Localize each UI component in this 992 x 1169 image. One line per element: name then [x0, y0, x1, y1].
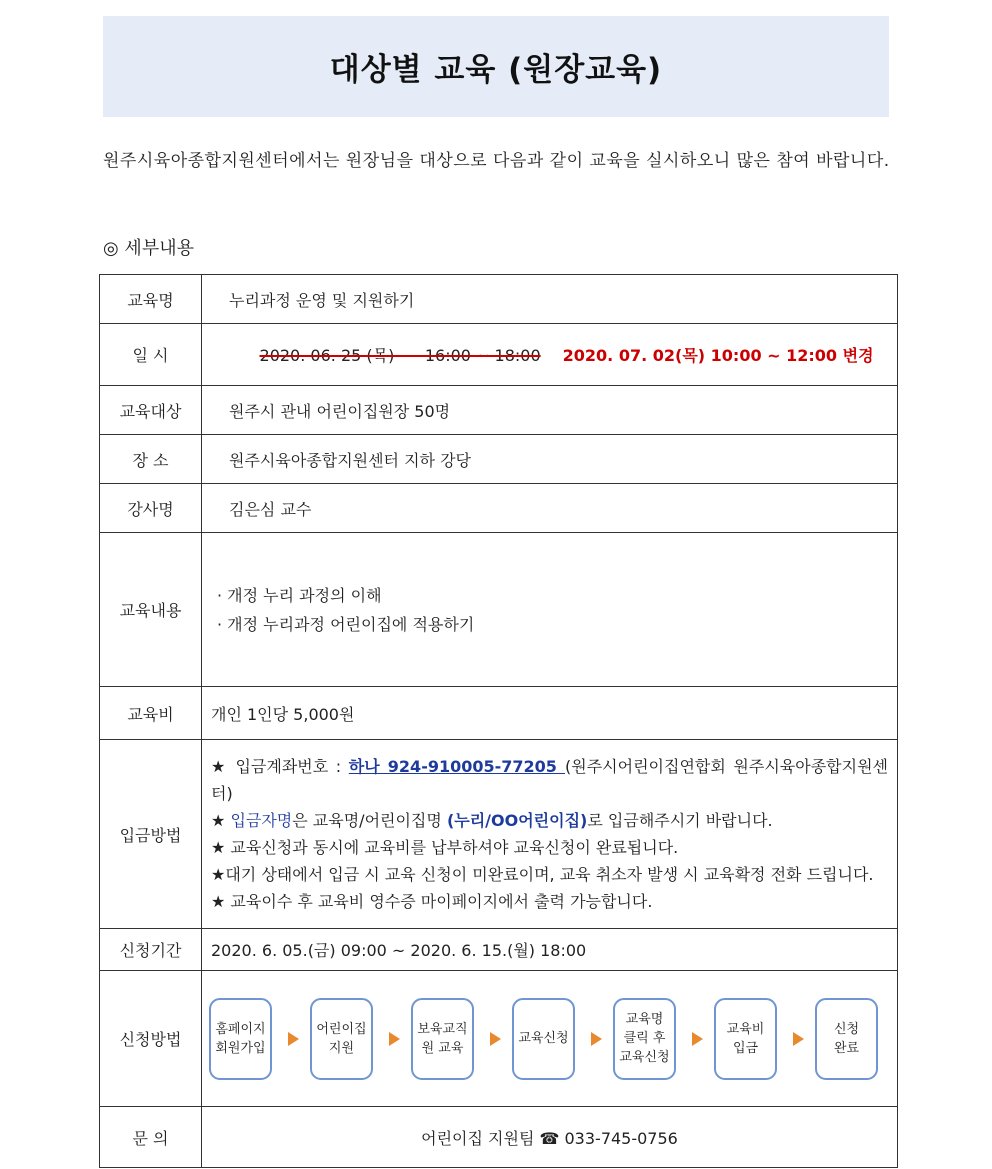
- label-fee: 교육비: [100, 687, 202, 740]
- details-table: [99, 274, 898, 1168]
- step-signup: 홈페이지 회원가입: [209, 998, 272, 1080]
- payment-line-complete: ★ 교육신청과 동시에 교육비를 납부하셔야 교육신청이 완료됩니다.: [211, 838, 679, 857]
- depositor-label: 입금자명: [230, 811, 293, 830]
- step-click-course: 교육명 클릭 후 교육신청: [613, 998, 676, 1080]
- row-course-name: [100, 275, 898, 324]
- label-instructor: 강사명: [100, 484, 202, 533]
- step-apply: 교육신청: [512, 998, 575, 1080]
- label-payment: 입금방법: [100, 740, 202, 929]
- value-target: 원주시 관내 어린이집원장 50명: [202, 386, 898, 435]
- application-flow: [202, 998, 897, 1080]
- row-content: [100, 533, 898, 687]
- row-fee: [100, 687, 898, 740]
- depositor-example: (누리/OO어린이집): [446, 811, 588, 830]
- value-course-name: 누리과정 운영 및 지원하기: [202, 275, 898, 324]
- step-complete: 신청 완료: [815, 998, 878, 1080]
- arrow-icon: [591, 1032, 602, 1046]
- row-method: [100, 971, 898, 1107]
- row-period: [100, 929, 898, 971]
- payment-line-waiting: ★대기 상태에서 입금 시 교육 신청이 미완료이며, 교육 취소자 발생 시 교육확정 전화 드립니다.: [211, 865, 874, 884]
- value-period: 2020. 6. 05.(금) 09:00 ~ 2020. 6. 15.(월) 18:00: [202, 929, 898, 971]
- new-datetime: 2020. 07. 02(목) 10:00 ~ 12:00 변경: [562, 346, 874, 365]
- intro-paragraph: 원주시육아종합지원센터에서는 원장님을 대상으로 다음과 같이 교육을 실시하오니 많은 참여 바랍니다.: [103, 151, 890, 171]
- row-inquiry: [100, 1107, 898, 1168]
- account-number: 하나 924-910005-77205: [348, 757, 566, 776]
- label-datetime: 일 시: [100, 324, 202, 386]
- label-method: 신청방법: [100, 971, 202, 1107]
- page-title: 대상별 교육 (원장교육): [329, 52, 663, 88]
- old-datetime: 2020. 06. 25 (목) 16:00 ~ 18:00: [259, 346, 541, 365]
- content-item: · 개정 누리과정 어린이집에 적용하기: [217, 614, 475, 634]
- row-payment: [100, 740, 898, 929]
- value-datetime: [202, 324, 898, 386]
- value-fee: 개인 1인당 5,000원: [202, 687, 898, 740]
- payment-line-depositor: ★ 입금자명은 교육명/어린이집명 (누리/OO어린이집)로 입금해주시기 바랍니다.: [211, 811, 773, 830]
- section-heading: ◎ 세부내용: [103, 238, 194, 259]
- row-instructor: [100, 484, 898, 533]
- value-instructor: 김은심 교수: [202, 484, 898, 533]
- label-place: 장 소: [100, 435, 202, 484]
- content-item: · 개정 누리 과정의 이해: [217, 585, 382, 605]
- row-datetime: [100, 324, 898, 386]
- label-inquiry: 문 의: [100, 1107, 202, 1168]
- value-payment: [202, 740, 898, 929]
- payment-line-receipt: ★ 교육이수 후 교육비 영수증 마이페이지에서 출력 가능합니다.: [211, 892, 653, 911]
- value-content: [202, 533, 898, 687]
- value-place: 원주시육아종합지원센터 지하 강당: [202, 435, 898, 484]
- arrow-icon: [692, 1032, 703, 1046]
- arrow-icon: [389, 1032, 400, 1046]
- payment-line-account: ★ 입금계좌번호 : 하나 924-910005-77205 (원주시어린이집연합회 원주시육아종합지원센터): [211, 757, 888, 803]
- label-target: 교육대상: [100, 386, 202, 435]
- row-place: [100, 435, 898, 484]
- step-daycare-support: 어린이집 지원: [310, 998, 373, 1080]
- arrow-icon: [490, 1032, 501, 1046]
- arrow-icon: [288, 1032, 299, 1046]
- step-pay-fee: 교육비 입금: [714, 998, 777, 1080]
- label-period: 신청기간: [100, 929, 202, 971]
- title-banner: [103, 16, 889, 117]
- label-course-name: 교육명: [100, 275, 202, 324]
- value-method: [202, 971, 898, 1107]
- label-content: 교육내용: [100, 533, 202, 687]
- row-target: [100, 386, 898, 435]
- arrow-icon: [793, 1032, 804, 1046]
- step-staff-education: 보육교직 원 교육: [411, 998, 474, 1080]
- value-inquiry: 어린이집 지원팀 ☎ 033-745-0756: [202, 1107, 898, 1168]
